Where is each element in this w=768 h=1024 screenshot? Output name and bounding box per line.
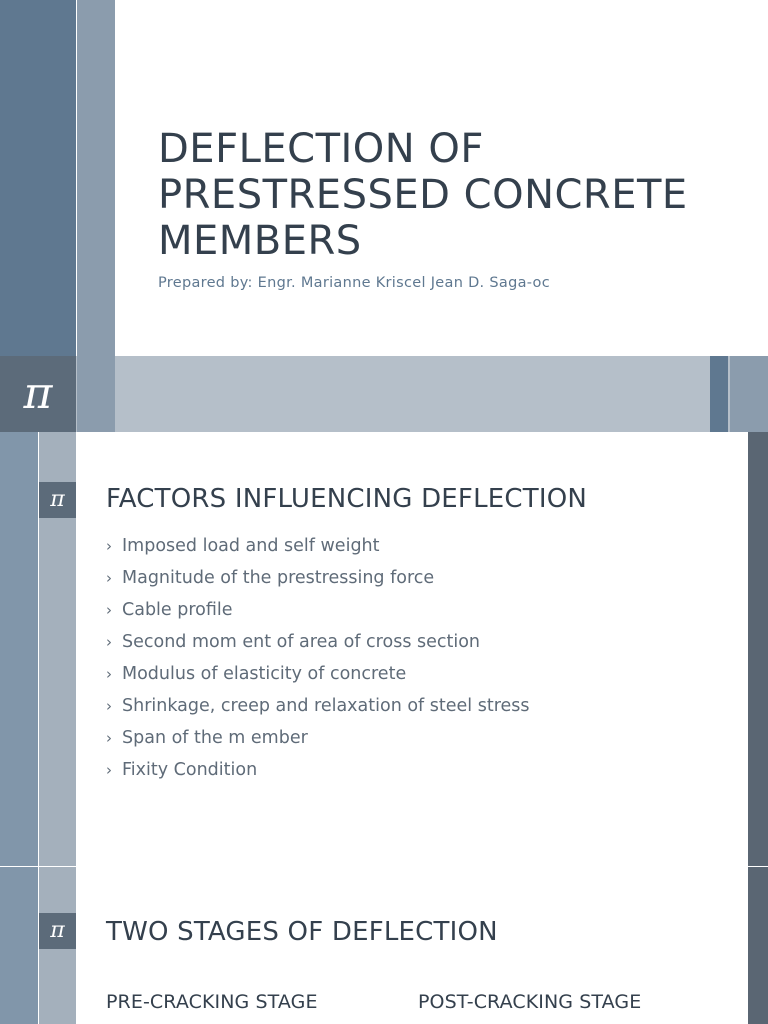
presentation-title: DEFLECTION OF PRESTRESSED CONCRETE MEMBERS (158, 126, 688, 264)
slide-heading: TWO STAGES OF DEFLECTION (106, 917, 498, 947)
list-item (106, 564, 530, 596)
bullet-chevron-icon: › (106, 601, 112, 619)
stages-slide (0, 867, 768, 1024)
strip-segment-right-light (730, 356, 768, 432)
pi-icon: π (39, 482, 76, 518)
right-band (748, 432, 768, 866)
list-item (106, 692, 530, 724)
list-item (106, 596, 530, 628)
bullet-chevron-icon: › (106, 729, 112, 747)
list-item-text: Fixity Condition (122, 760, 258, 780)
list-item-text: Shrinkage, creep and relaxation of steel stress (122, 696, 530, 716)
factors-slide (0, 432, 768, 866)
left-band-dark (0, 0, 76, 356)
right-band (748, 867, 768, 1024)
bullet-chevron-icon: › (106, 761, 112, 779)
bullet-chevron-icon: › (106, 633, 112, 651)
bullet-chevron-icon: › (106, 665, 112, 683)
list-item (106, 628, 530, 660)
slide-heading: FACTORS INFLUENCING DEFLECTION (106, 484, 588, 514)
post-cracking-stage-label: POST-CRACKING STAGE (418, 991, 642, 1013)
list-item-text: Magnitude of the prestressing force (122, 568, 435, 588)
list-item (106, 532, 530, 564)
presentation-subtitle: Prepared by: Engr. Marianne Kriscel Jean D. Saga-oc (158, 275, 551, 291)
list-item-text: Second mom ent of area of cross section (122, 632, 481, 652)
list-item-text: Modulus of elasticity of concrete (122, 664, 407, 684)
pi-icon: π (23, 368, 53, 419)
list-item (106, 660, 530, 692)
strip-segment-right-dark (710, 356, 728, 432)
left-band-dark (0, 432, 38, 866)
list-item-text: Imposed load and self weight (122, 536, 380, 556)
pre-cracking-stage-label: PRE-CRACKING STAGE (106, 991, 318, 1013)
bullet-chevron-icon: › (106, 537, 112, 555)
left-band-dark (0, 867, 38, 1024)
bullet-chevron-icon: › (106, 697, 112, 715)
bullet-chevron-icon: › (106, 569, 112, 587)
title-slide (0, 0, 768, 356)
slide-divider-strip (0, 356, 768, 432)
factors-list (106, 532, 530, 788)
list-item (106, 756, 530, 788)
list-item-text: Cable profile (122, 600, 233, 620)
pi-icon: π (39, 913, 76, 949)
left-band-mid (77, 0, 115, 356)
strip-segment-left (77, 356, 115, 432)
list-item (106, 724, 530, 756)
list-item-text: Span of the m ember (122, 728, 308, 748)
